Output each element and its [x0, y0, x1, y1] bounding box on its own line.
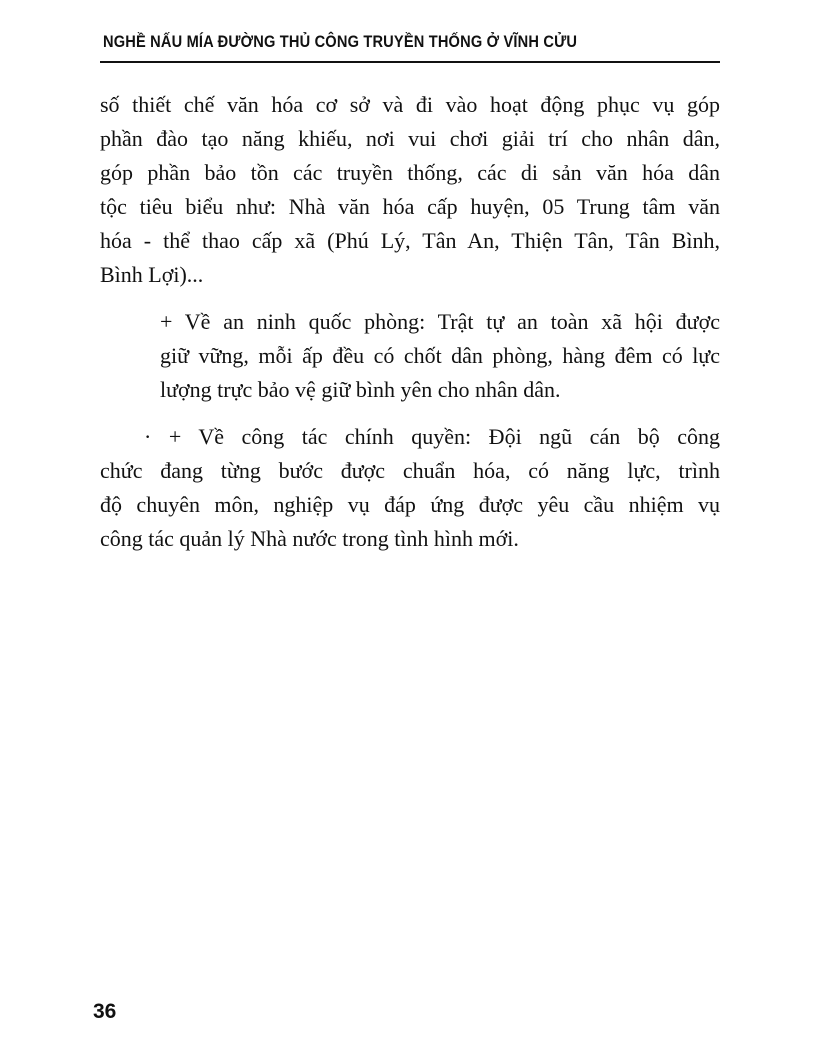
text-line: giữ vững, mỗi ấp đều có chốt dân phòng, hàng đêm có lực	[160, 343, 720, 368]
body-text	[100, 88, 720, 556]
text-line: chức đang từng bước được chuẩn hóa, có năng lực, trình	[100, 458, 720, 483]
running-header: NGHỀ NẤU MÍA ĐƯỜNG THỦ CÔNG TRUYỀN THỐNG Ở VĨNH CỬU	[103, 32, 578, 51]
page-number: 36	[93, 1000, 117, 1023]
paragraph-government-work	[100, 420, 720, 556]
text-line: tộc tiêu biểu như: Nhà văn hóa cấp huyện, 05 Trung tâm văn	[100, 194, 720, 219]
text-line: lượng trực bảo vệ giữ bình yên cho nhân dân.	[160, 377, 561, 402]
text-line: + Về an ninh quốc phòng: Trật tự an toàn xã hội được	[160, 309, 720, 334]
paragraph-cultural-institutions	[100, 88, 720, 292]
header-rule	[100, 61, 720, 63]
text-line: phần đào tạo năng khiếu, nơi vui chơi giải trí cho nhân dân,	[100, 126, 720, 151]
text-line: độ chuyên môn, nghiệp vụ đáp ứng được yêu cầu nhiệm vụ	[100, 492, 720, 517]
text-line: · + Về công tác chính quyền: Đội ngũ cán bộ công	[144, 424, 720, 449]
text-line: góp phần bảo tồn các truyền thống, các di sản văn hóa dân	[100, 160, 720, 185]
text-line: số thiết chế văn hóa cơ sở và đi vào hoạt động phục vụ góp	[100, 92, 720, 117]
text-line: hóa - thể thao cấp xã (Phú Lý, Tân An, Thiện Tân, Tân Bình,	[100, 228, 720, 253]
text-line: Bình Lợi)...	[100, 262, 204, 287]
paragraph-national-security	[100, 305, 720, 407]
text-line: công tác quản lý Nhà nước trong tình hình mới.	[100, 526, 519, 551]
